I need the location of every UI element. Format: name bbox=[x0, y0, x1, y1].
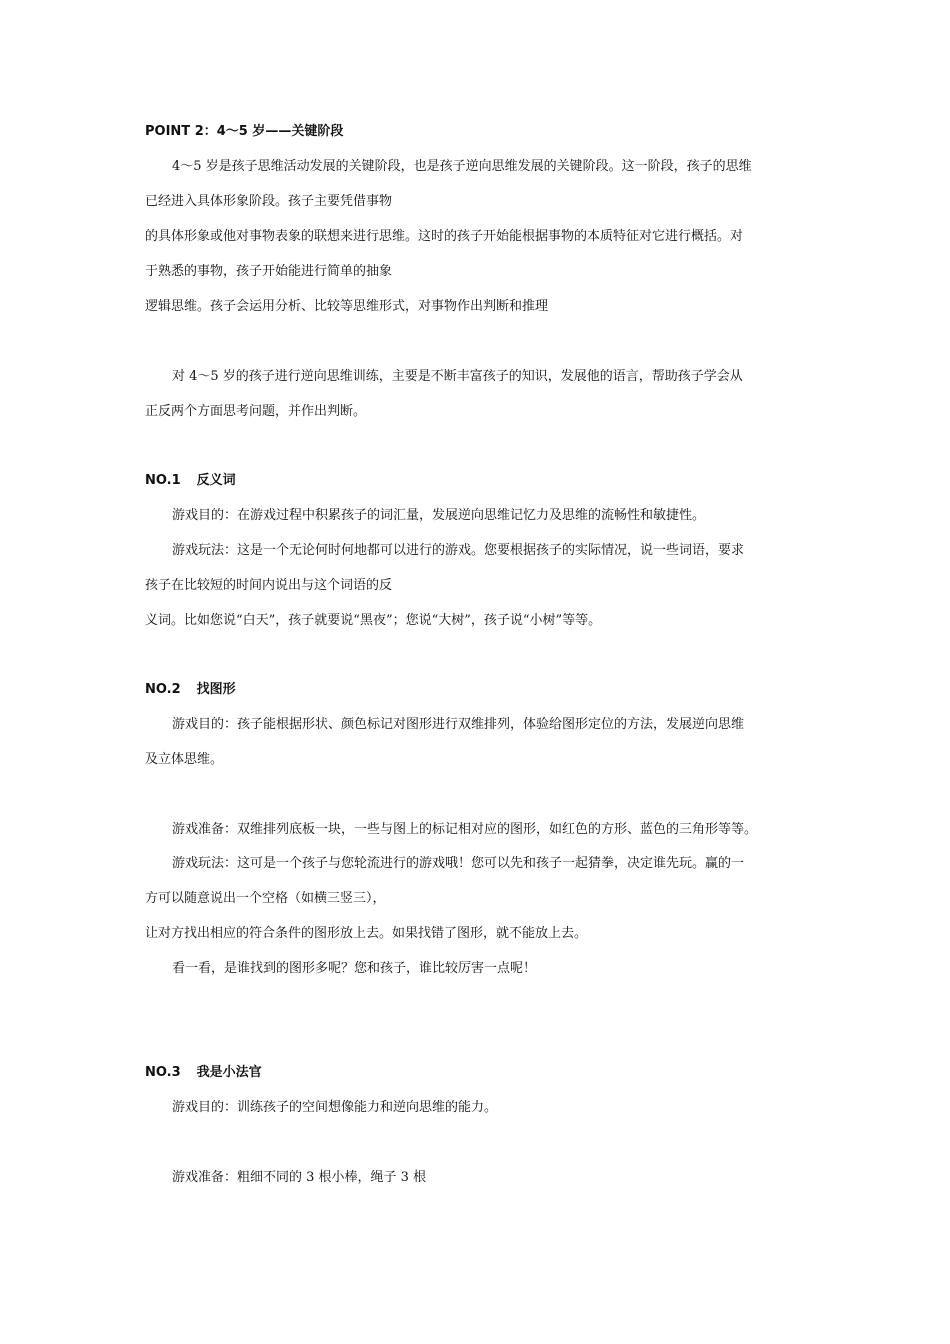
paragraph-line: 4～5 岁是孩子思维活动发展的关键阶段，也是孩子逆向思维发展的关键阶段。这一阶段，孩子的思维 bbox=[172, 159, 752, 174]
game-title: 找图形 bbox=[196, 682, 236, 697]
game-purpose-line: 游戏目的：孩子能根据形状、颜色标记对图形进行双维排列，体验给图形定位的方法，发展逆向思维 bbox=[172, 717, 745, 732]
game-play-line: 义词。比如您说“白天”，孩子就要说“黑夜”；您说“大树”，孩子说“小树”等等。 bbox=[145, 613, 602, 628]
paragraph-line: 对 4～5 岁的孩子进行逆向思维训练，主要是不断丰富孩子的知识，发展他的语言，帮助孩子学会从 bbox=[172, 369, 743, 384]
paragraph-line: 逻辑思维。孩子会运用分析、比较等思维形式，对事物作出判断和推理 bbox=[145, 299, 549, 314]
paragraph-line: 的具体形象或他对事物表象的联想来进行思维。这时的孩子开始能根据事物的本质特征对它进行概括。对 bbox=[145, 229, 744, 244]
game-title: 反义词 bbox=[196, 473, 236, 488]
game-prep: 游戏准备：双维排列底板一块，一些与图上的标记相对应的图形，如红色的方形、蓝色的三角形等等。 bbox=[172, 822, 758, 837]
paragraph-line: 正反两个方面思考问题，并作出判断。 bbox=[145, 404, 367, 419]
game-number: NO.3 bbox=[145, 1065, 181, 1080]
game-closing: 看一看，是谁找到的图形多呢？您和孩子，谁比较厉害一点呢！ bbox=[172, 961, 537, 976]
game-play-line: 方可以随意说出一个空格（如横三竖三）， bbox=[145, 891, 386, 906]
game-heading bbox=[145, 473, 236, 489]
game-play-line: 孩子在比较短的时间内说出与这个词语的反 bbox=[145, 578, 393, 593]
game-play-line: 游戏玩法：这可是一个孩子与您轮流进行的游戏哦！您可以先和孩子一起猜拳，决定谁先玩。赢的一 bbox=[172, 856, 745, 871]
game-purpose: 游戏目的：训练孩子的空间想像能力和逆向思维的能力。 bbox=[172, 1100, 498, 1115]
game-play-line: 让对方找出相应的符合条件的图形放上去。如果找错了图形，就不能放上去。 bbox=[145, 926, 588, 941]
paragraph-line: 于熟悉的事物，孩子开始能进行简单的抽象 bbox=[145, 264, 393, 279]
game-play-line: 游戏玩法：这是一个无论何时何地都可以进行的游戏。您要根据孩子的实际情况，说一些词语，要求 bbox=[172, 543, 745, 558]
game-purpose-line: 及立体思维。 bbox=[145, 752, 224, 767]
section-heading: POINT 2：4～5 岁——关键阶段 bbox=[145, 124, 344, 139]
game-heading bbox=[145, 1065, 262, 1081]
paragraph-line: 已经进入具体形象阶段。孩子主要凭借事物 bbox=[145, 194, 393, 209]
game-title: 我是小法官 bbox=[196, 1065, 262, 1080]
game-number: NO.2 bbox=[145, 682, 181, 697]
game-heading bbox=[145, 682, 236, 698]
game-prep: 游戏准备：粗细不同的 3 根小棒，绳子 3 根 bbox=[172, 1170, 427, 1185]
game-number: NO.1 bbox=[145, 473, 181, 488]
game-purpose: 游戏目的：在游戏过程中积累孩子的词汇量，发展逆向思维记忆力及思维的流畅性和敏捷性。 bbox=[172, 508, 706, 523]
